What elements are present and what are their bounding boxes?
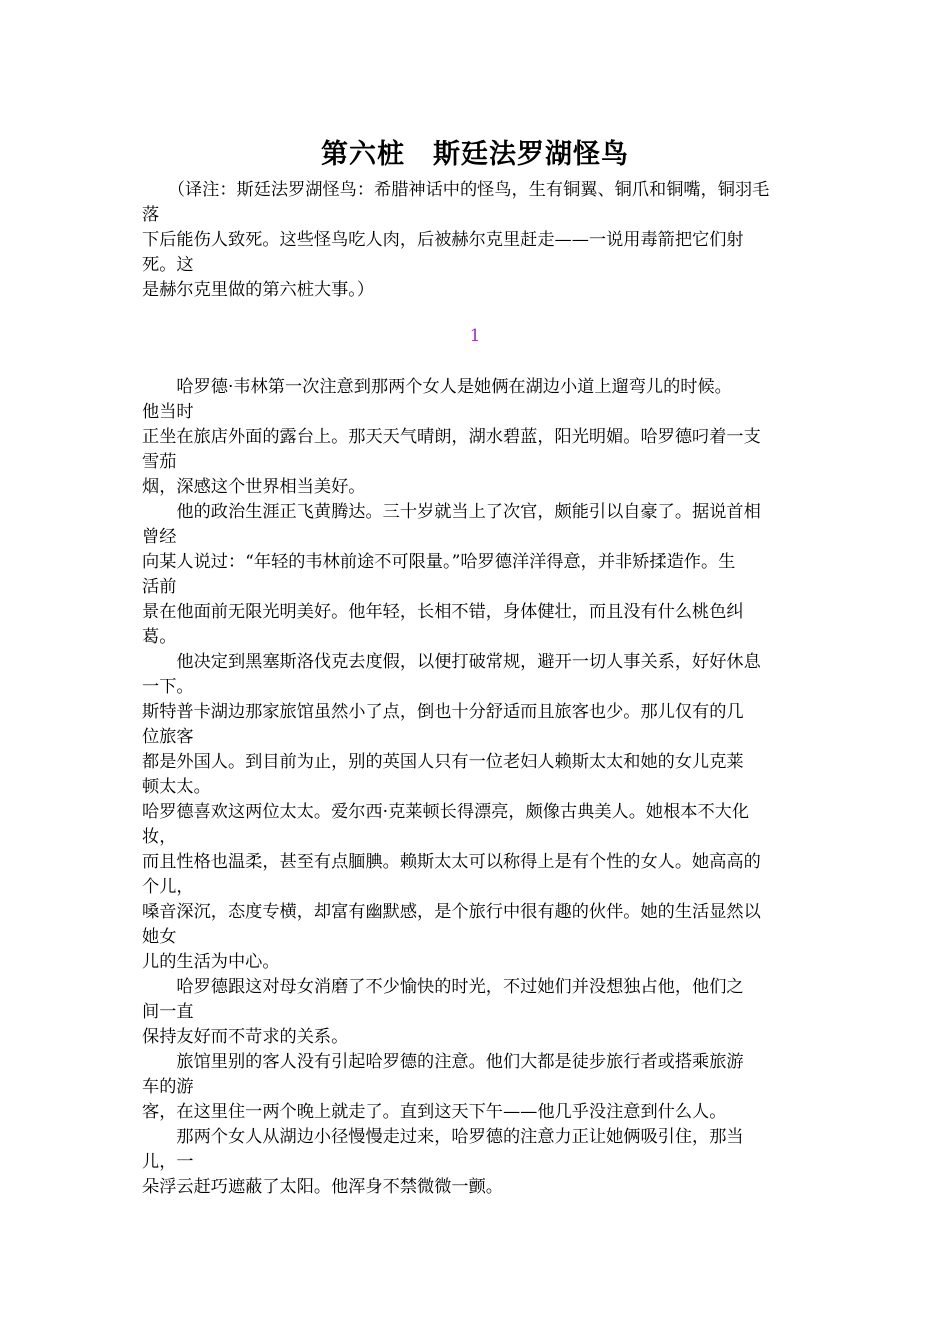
text-line: 雪茄	[142, 452, 177, 472]
text-line: （译注：斯廷法罗湖怪鸟：希腊神话中的怪鸟，生有铜翼、铜爪和铜嘴，铜羽毛	[142, 180, 770, 200]
text-line: 景在他面前无限光明美好。他年轻，长相不错，身体健壮，而且没有什么桃色纠	[142, 602, 744, 622]
text-line: 客，在这里住一两个晚上就走了。直到这天下午——他几乎没注意到什么人。	[142, 1102, 727, 1122]
text-line: 个儿，	[142, 877, 194, 897]
text-line: 旅馆里别的客人没有引起哈罗德的注意。他们大都是徒步旅行者或搭乘旅游	[142, 1052, 744, 1072]
text-line: 他当时	[142, 402, 194, 422]
text-line: 顿太太。	[142, 777, 211, 797]
text-line: 儿的生活为中心。	[142, 952, 280, 972]
text-line: 都是外国人。到目前为止，别的英国人只有一位老妇人赖斯太太和她的女儿克莱	[142, 752, 744, 772]
text-line: 哈罗德喜欢这两位太太。爱尔西·克莱顿长得漂亮，颇像古典美人。她根本不大化	[142, 802, 750, 822]
text-line: 而且性格也温柔，甚至有点腼腆。赖斯太太可以称得上是有个性的女人。她高高的	[142, 852, 761, 872]
text-line: 斯特普卡湖边那家旅馆虽然小了点，倒也十分舒适而且旅客也少。那儿仅有的几	[142, 702, 744, 722]
text-line: 妆，	[142, 827, 177, 847]
text-line: 哈罗德跟这对母女消磨了不少愉快的时光，不过她们并没想独占他，他们之	[142, 977, 744, 997]
section-number: 1	[469, 326, 481, 346]
text-line: 正坐在旅店外面的露台上。那天天气晴朗，湖水碧蓝，阳光明媚。哈罗德叼着一支	[142, 427, 761, 447]
text-line: 下后能伤人致死。这些怪鸟吃人肉，后被赫尔克里赶走——一说用毒箭把它们射	[142, 230, 744, 250]
text-line: 烟，深感这个世界相当美好。	[142, 477, 366, 497]
text-line: 她女	[142, 927, 177, 947]
text-line: 朵浮云赶巧遮蔽了太阳。他浑身不禁微微一颤。	[142, 1177, 503, 1197]
text-line: 嗓音深沉，态度专横，却富有幽默感，是个旅行中很有趣的伙伴。她的生活显然以	[142, 902, 761, 922]
text-line: 是赫尔克里做的第六桩大事。）	[142, 280, 375, 300]
text-line: 曾经	[142, 527, 177, 547]
text-line: 哈罗德·韦林第一次注意到那两个女人是她俩在湖边小道上遛弯儿的时候。	[142, 377, 732, 397]
text-line: 那两个女人从湖边小径慢慢走过来，哈罗德的注意力正让她俩吸引住，那当	[142, 1127, 744, 1147]
text-line: 儿，一	[142, 1152, 194, 1172]
text-line: 落	[142, 205, 160, 225]
text-line: 间一直	[142, 1002, 194, 1022]
text-line: 一下。	[142, 677, 194, 697]
text-line: 他决定到黑塞斯洛伐克去度假，以便打破常规，避开一切人事关系，好好休息	[142, 652, 761, 672]
text-line: 死。这	[142, 255, 194, 275]
chapter-title: 第六桩 斯廷法罗湖怪鸟	[321, 139, 629, 170]
text-line: 保持友好而不苛求的关系。	[142, 1027, 349, 1047]
text-line: 葛。	[142, 627, 177, 647]
text-line: 活前	[142, 577, 177, 597]
text-line: 位旅客	[142, 727, 194, 747]
text-line: 车的游	[142, 1077, 194, 1097]
text-line: 他的政治生涯正飞黄腾达。三十岁就当上了次官，颇能引以自豪了。据说首相	[142, 502, 761, 522]
text-line: 向某人说过：“年轻的韦林前途不可限量。”哈罗德洋洋得意，并非矫揉造作。生	[142, 552, 736, 572]
